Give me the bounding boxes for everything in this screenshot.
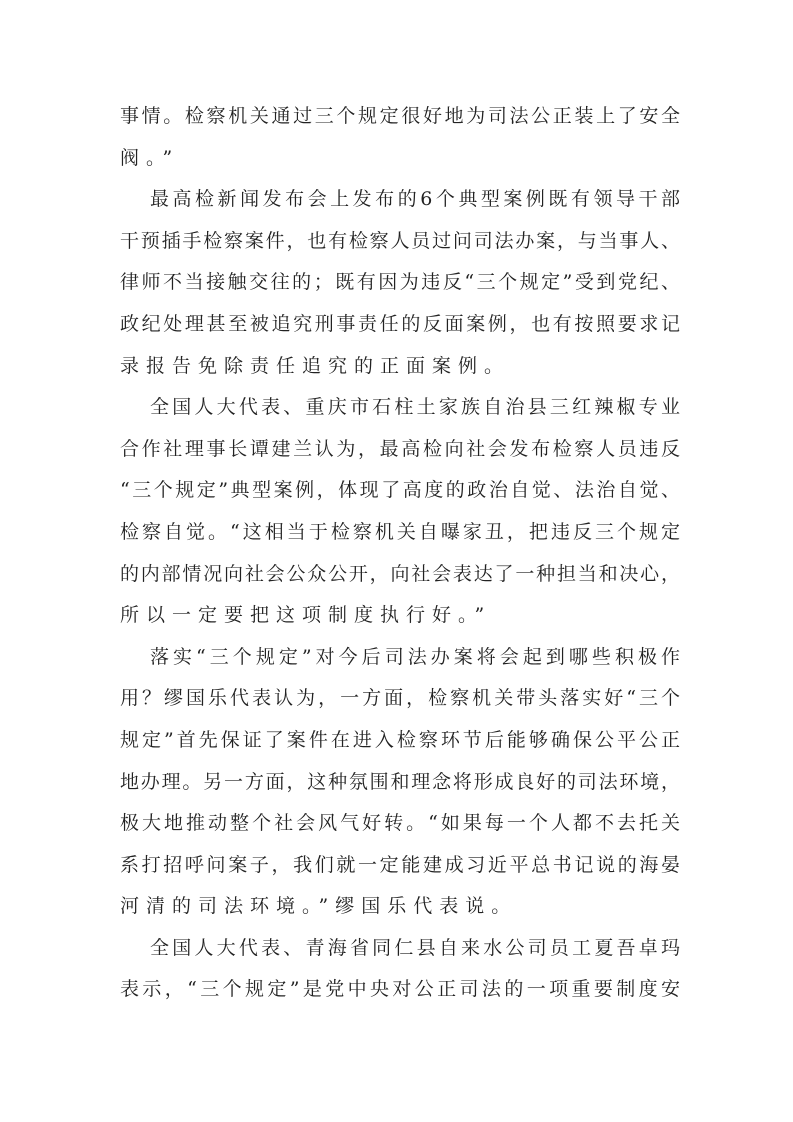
paragraph (120, 637, 680, 928)
text-line: 干预插手检察案件，也有检察人员过问司法办案，与当事人、 (120, 229, 680, 252)
text-line: 的内部情况向社会公众公开，向社会表达了一种担当和决心， (120, 562, 680, 585)
document-body (120, 96, 680, 1011)
paragraph (120, 96, 680, 179)
paragraph (120, 928, 680, 1011)
text-line: 合作社理事长谭建兰认为，最高检向社会发布检察人员违反 (120, 437, 680, 460)
text-line: 全国人大代表、青海省同仁县自来水公司员工夏吾卓玛 (150, 936, 680, 959)
text-line: 律师不当接触交往的；既有因为违反“三个规定”受到党纪、 (120, 271, 680, 294)
text-line: 录报告免除责任追究的正面案例。 (120, 354, 511, 377)
text-line: 落实“三个规定”对今后司法办案将会起到哪些积极作 (150, 645, 680, 668)
text-line: 系打招呼问案子，我们就一定能建成习近平总书记说的海晏 (120, 853, 680, 876)
text-line: 最高检新闻发布会上发布的6个典型案例既有领导干部 (150, 188, 680, 211)
text-line: 阀。” (120, 146, 180, 169)
text-line: 规定”首先保证了案件在进入检察环节后能够确保公平公正 (120, 728, 680, 751)
text-line: 地办理。另一方面，这种氛围和理念将形成良好的司法环境， (120, 770, 680, 793)
text-line: 检察自觉。“这相当于检察机关自曝家丑，把违反三个规定 (120, 520, 680, 543)
text-line: 表示，“三个规定”是党中央对公正司法的一项重要制度安 (120, 978, 680, 1001)
text-line: 事情。检察机关通过三个规定很好地为司法公正装上了安全 (120, 105, 680, 127)
text-line: 所以一定要把这项制度执行好。” (120, 604, 492, 627)
paragraph (120, 387, 680, 637)
text-line: 河清的司法环境。”缪国乐代表说。 (120, 895, 518, 918)
text-line: “三个规定”典型案例，体现了高度的政治自觉、法治自觉、 (120, 479, 680, 502)
text-line: 政纪处理甚至被追究刑事责任的反面案例，也有按照要求记 (120, 312, 680, 335)
text-line: 用？缪国乐代表认为，一方面，检察机关带头落实好“三个 (120, 687, 680, 710)
paragraph (120, 179, 680, 387)
text-line: 全国人大代表、重庆市石柱土家族自治县三红辣椒专业 (150, 396, 680, 419)
text-line: 极大地推动整个社会风气好转。“如果每一个人都不去托关 (120, 812, 680, 835)
